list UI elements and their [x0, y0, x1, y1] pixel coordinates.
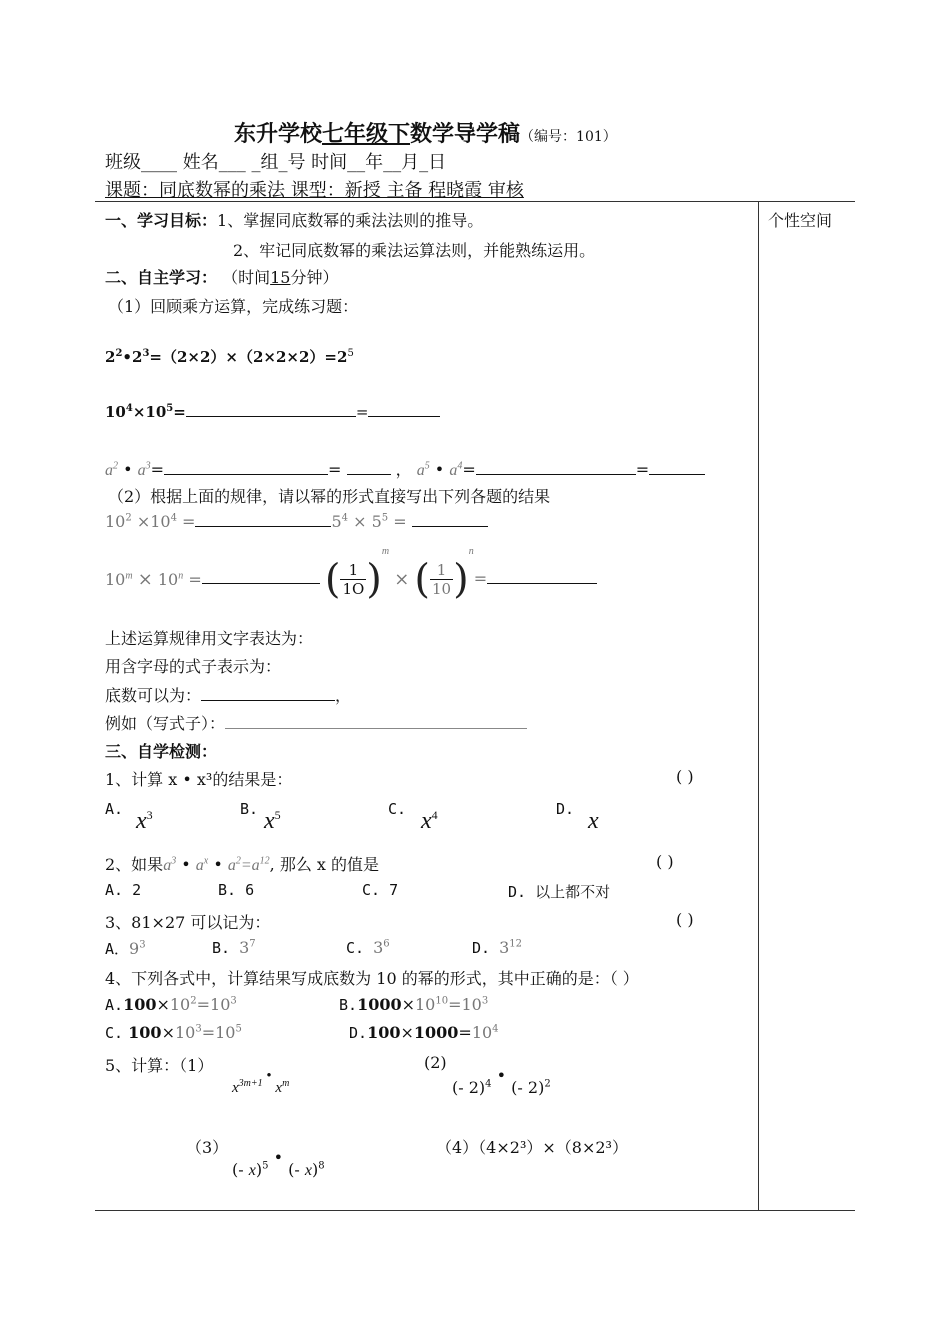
q4-option-b[interactable]: $B.1000\times 10^{10}=10^3$ [339, 995, 489, 1014]
answer-blank[interactable] [225, 714, 527, 729]
answer-blank[interactable] [186, 402, 356, 417]
rule-text-prompt: 上述运算规律用文字表达为： [105, 629, 314, 648]
q1-option-d-expr: x [588, 808, 599, 834]
rule-formula-prompt: 用含字母的式子表示为： [105, 657, 282, 676]
q3-option-c[interactable]: C. $3^6$ [346, 938, 390, 957]
exercise-2: $10^4\times 10^5=$ = [105, 402, 440, 421]
section-self-study: 二、自主学习： （时间15分钟） [105, 268, 339, 287]
section-self-test-title: 三、自学检测： [105, 742, 218, 761]
title-grade: 七年级下 [322, 121, 411, 147]
exercise-4: $10^2 \times 10^4 = 5^4 \times 5^5$ = [105, 512, 488, 531]
answer-paren[interactable]: ( ) [676, 767, 694, 786]
q5-part-3-label: （3） [186, 1138, 229, 1157]
q5-part-4: （4）（4×2³）×（8×2³） [436, 1138, 628, 1157]
goal-2: 2、牢记同底数幂的乘法运算法则，并能熟练运用。 [233, 241, 596, 260]
table-column-divider [758, 201, 759, 1211]
title-school: 东升学校 [234, 121, 323, 147]
exercise-3: $a^2$ • $a^3=$ = ， $a^5$ • $a^4=$ = [105, 457, 705, 480]
answer-blank[interactable] [164, 460, 328, 475]
q1-option-c[interactable]: C. [388, 800, 407, 818]
answer-blank[interactable] [368, 402, 440, 417]
q2-option-d[interactable]: D. 以上都不对 [508, 883, 611, 901]
side-label: 个性空间 [768, 211, 833, 230]
part-2: （2）根据上面的规律，请以幂的形式直接写出下列各题的结果 [108, 487, 551, 506]
part-1: （1）回顾乘方运算，完成练习题： [108, 297, 359, 316]
answer-blank[interactable] [195, 512, 331, 527]
q1-option-d[interactable]: D. [556, 800, 575, 818]
q1-option-b-expr: $x^5$ [264, 808, 281, 834]
time-minutes: 15 [270, 268, 291, 287]
question-1: 1、计算 x • x³的结果是： [105, 770, 293, 789]
section-goals [105, 208, 483, 231]
q5-part-2-label: (2) [424, 1053, 447, 1072]
answer-blank[interactable] [476, 460, 636, 475]
title-subject: 数学导学稿 [410, 121, 521, 147]
q1-option-b[interactable]: B. [240, 800, 259, 818]
q3-option-b[interactable]: B. $3^7$ [212, 938, 256, 957]
q4-option-d[interactable]: $D.100\times 1000=10^4$ [349, 1023, 499, 1042]
topic-line: 课题：同底数幂的乘法 课型：新授 主备 程晓霞 审核 [105, 180, 524, 201]
question-4: 4、下列各式中，计算结果写成底数为 10 的幂的形式，其中正确的是：（ ） [105, 969, 639, 988]
q1-option-a-expr: $x^3$ [136, 808, 153, 834]
answer-blank[interactable] [649, 460, 705, 475]
answer-blank[interactable] [347, 460, 391, 475]
section-self-study-title: 二、自主学习： [105, 268, 218, 287]
q4-option-a[interactable]: $A.100\times 10^2=10^3$ [105, 995, 237, 1014]
answer-blank[interactable] [201, 686, 335, 701]
q2-option-c[interactable]: C. 7 [362, 881, 399, 899]
q3-option-d[interactable]: D. $3^{12}$ [472, 938, 523, 957]
question-5: 5、计算：（1） [105, 1056, 214, 1075]
q5-part-3-expr: (- x)$^5$ • (- x)$^8$ [232, 1148, 325, 1179]
answer-paren[interactable]: ( ) [676, 910, 694, 929]
exercise-5: $10^m \times 10^n$ = ( $\frac{1}{1O}$ )$^m$ × ( $\frac{1}{10}$ )$^n$= [105, 552, 597, 603]
q5-part-2-expr: (- 2)$^4$ • (- 2)$^2$ [452, 1066, 551, 1097]
goal-1: 1、掌握同底数幂的乘法法则的推导。 [217, 211, 484, 230]
q1-option-c-expr: $x^4$ [421, 808, 438, 834]
base-prompt: 底数可以为： ， [105, 686, 352, 705]
class-info-line: 班级____ 姓名___ _组_号 时间__年__月_日 [105, 152, 447, 173]
answer-paren[interactable]: ( ) [656, 852, 674, 871]
table-top-border [95, 201, 855, 202]
table-bottom-border [95, 1210, 855, 1211]
q1-option-a[interactable]: A. [105, 800, 124, 818]
answer-blank[interactable] [412, 512, 488, 527]
question-2: 2、如果$a^3$ • $a^x$ • $a^2=a^{12}$, 那么 x 的值是 [105, 855, 380, 874]
q2-option-b[interactable]: B. 6 [218, 881, 255, 899]
page-title [234, 117, 617, 148]
doc-code: （编号：101） [520, 129, 617, 145]
q2-option-a[interactable]: A. 2 [105, 881, 142, 899]
q3-option-a[interactable]: A．$9^3$ [105, 939, 146, 958]
q4-option-c[interactable]: C. $100\times 10^3=10^5$ [105, 1023, 242, 1042]
answer-blank[interactable] [487, 569, 597, 584]
q5-part-1-expr: $x^{3m+1}$ • $x^m$ [232, 1068, 290, 1096]
section-goals-title: 一、学习目标： [105, 211, 218, 230]
example-prompt: 例如（写式子）： [105, 711, 527, 734]
exercise-1: $2^2•2^3=(2\times 2)\times(2\times 2\times 2)=2^5$ [105, 348, 354, 366]
answer-blank[interactable] [202, 569, 320, 584]
question-3: 3、81×27 可以记为： [105, 913, 271, 932]
